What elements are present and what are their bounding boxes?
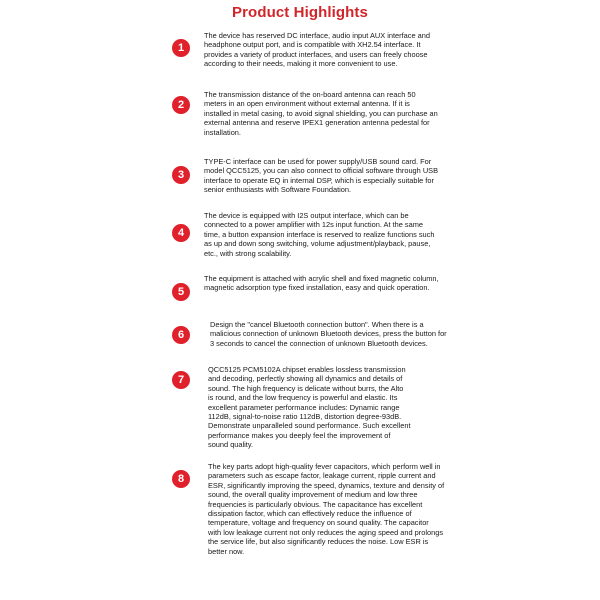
highlight-text-3: TYPE-C interface can be used for power supply/USB sound card. For model QCC5125, you can also connect to official software through USB interface to operate EQ in internal DSP, which is especially suitable for senior enthusiasts with Software Foundation.	[204, 157, 439, 195]
highlight-text-5: The equipment is attached with acrylic shell and fixed magnetic column, magnetic adsorption type fixed installation, easy and quick operation.	[204, 274, 439, 293]
number-badge-2: 2	[172, 96, 190, 114]
highlight-text-6: Design the "cancel Bluetooth connection button". When there is a malicious connection of unknown Bluetooth devices, press the button for 3 seconds to cancel the connection of unknown Bluetooth devices.	[210, 320, 447, 348]
number-badge-3: 3	[172, 166, 190, 184]
number-badge-5: 5	[172, 283, 190, 301]
number-badge-1: 1	[172, 39, 190, 57]
page-title: Product Highlights	[232, 4, 368, 21]
highlight-text-7: QCC5125 PCM5102A chipset enables lossless transmission and decoding, perfectly showing all dynamics and details of sound. The high frequency is delicate without burrs, the Alto is round, and the low frequency is powerful and elastic. Its excellent parameter performance includes: Dynamic range 112dB, signal-to-noise ratio 112dB, distortion degree-93dB. Demonstrate unparalleled sound performance. Such excellent performance makes you deeply feel the improvement of sound quality.	[208, 365, 411, 450]
highlight-text-8: The key parts adopt high-quality fever capacitors, which perform well in parameters such as escape factor, leakage current, ripple current and ESR, significantly improving the speed, dynamics, texture and density of sound, the overall quality improvement of medium and low three frequencies is particularly obvious. The capacitance has excellent dissipation factor, which can effectively reduce the influence of temperature, voltage and frequency on sound quality. The capacitor with low leakage current not only reduces the aging speed and prolongs the service life, but also significantly reduces the noise. Low ESR is better now.	[208, 462, 445, 556]
highlight-text-1: The device has reserved DC interface, audio input AUX interface and headphone output port, and is compatible with XH2.54 interface. It provides a variety of product interfaces, and users can freely choose according to their needs, making it more convenient to use.	[204, 31, 430, 69]
highlight-text-2: The transmission distance of the on-board antenna can reach 50 meters in an open environment without external antenna. If it is installed in metal casing, to avoid signal shielding, you can purchase an external antenna and reserve IPEX1 generation antenna pedestal for installation.	[204, 90, 438, 137]
number-badge-7: 7	[172, 371, 190, 389]
number-badge-8: 8	[172, 470, 190, 488]
highlight-text-4: The device is equipped with I2S output interface, which can be connected to a power amplifier with 12s input function. At the same time, a button expansion interface is reserved to realize functions such as up and down song switching, volume adjustment/playback, pause, etc., with strong scalability.	[204, 211, 435, 258]
number-badge-6: 6	[172, 326, 190, 344]
number-badge-4: 4	[172, 224, 190, 242]
